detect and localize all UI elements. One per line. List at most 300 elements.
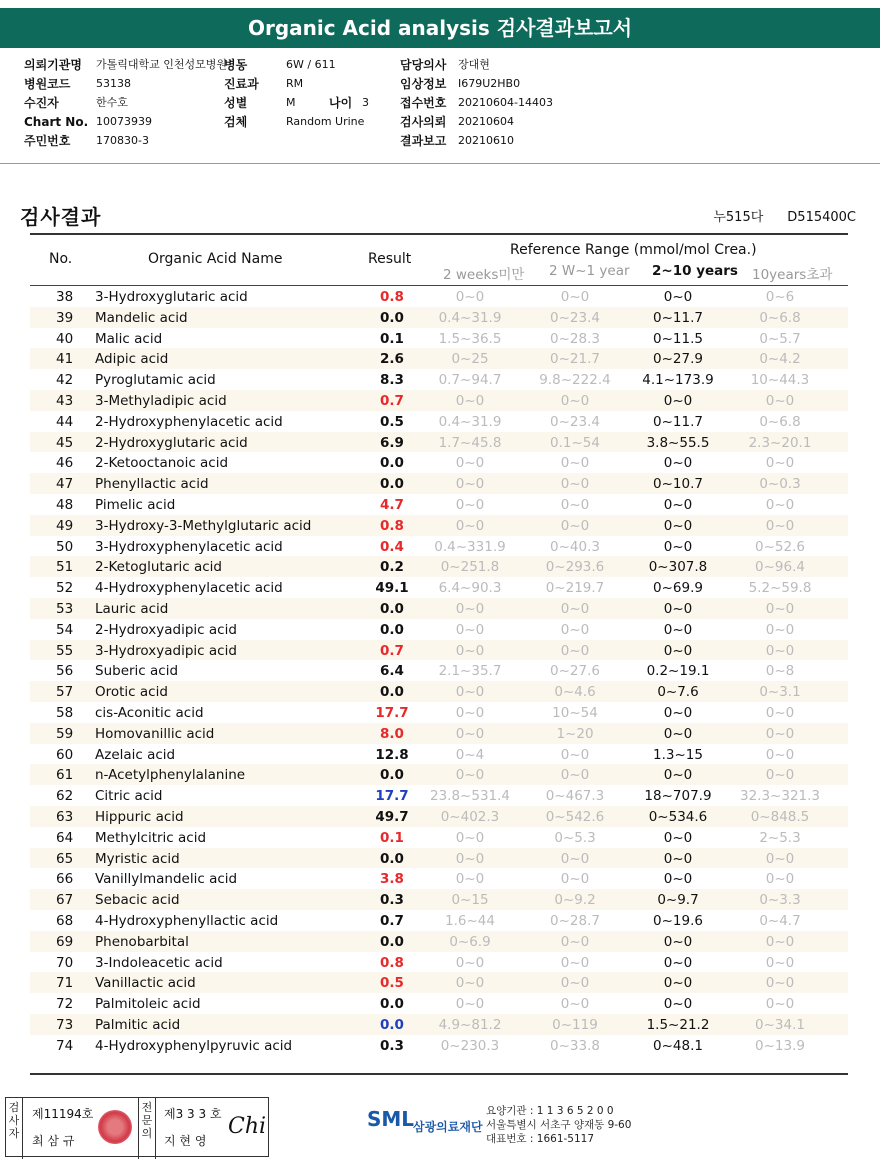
report-codes: [689, 206, 856, 225]
row-no: 60: [56, 746, 74, 763]
row-no: 42: [56, 372, 74, 389]
row-range-10years: 0~6: [765, 289, 795, 305]
row-range-2-10years: 0~0: [663, 829, 693, 846]
row-name: Methylcitric acid: [95, 829, 207, 846]
row-range-2-10years: 0~7.6: [657, 684, 699, 701]
row-no: 73: [56, 1016, 74, 1033]
table-row: [30, 556, 848, 577]
row-range-1year: 10~54: [552, 704, 598, 721]
table-row: [30, 993, 848, 1014]
row-name: 2-Ketooctanoic acid: [95, 455, 229, 472]
table-row: [30, 598, 848, 619]
results-table: [30, 233, 848, 1055]
row-result: 0.3: [380, 892, 404, 909]
row-range-2-10years: 0~10.7: [653, 476, 703, 493]
info-label: 주민번호: [24, 134, 71, 148]
row-range-10years: 0~0: [765, 767, 795, 784]
row-result: 0.0: [380, 850, 404, 867]
table-row: [30, 806, 848, 827]
row-range-1year: 0~0: [560, 476, 590, 493]
row-no: 62: [56, 788, 74, 805]
row-name: Lauric acid: [95, 600, 169, 617]
info-value: 장대현: [458, 58, 490, 71]
row-result: 8.3: [380, 372, 404, 389]
row-range-2weeks: 0~0: [455, 996, 485, 1013]
row-result: 12.8: [375, 746, 409, 763]
row-result: 17.7: [375, 704, 409, 721]
table-row: [30, 827, 848, 848]
row-name: 2-Ketoglutaric acid: [95, 559, 222, 576]
row-no: 59: [56, 725, 74, 742]
row-range-2weeks: 0~0: [455, 850, 485, 867]
row-range-2-10years: 18~707.9: [644, 788, 712, 805]
row-range-2-10years: 4.1~173.9: [642, 372, 714, 389]
row-range-1year: 0~293.6: [545, 559, 605, 576]
row-range-1year: 0~23.4: [550, 413, 600, 430]
specialist-name: 지 현 영: [164, 1134, 207, 1148]
row-name: Azelaic acid: [95, 746, 176, 763]
row-range-2weeks: 0~230.3: [440, 1037, 500, 1054]
table-row: [30, 972, 848, 993]
row-range-2-10years: 1.3~15: [653, 746, 703, 763]
table-row: [30, 868, 848, 889]
row-range-1year: 0~0: [560, 767, 590, 784]
row-range-2weeks: 0~0: [455, 289, 485, 305]
row-range-1year: 0~467.3: [545, 788, 605, 805]
row-no: 39: [56, 309, 74, 326]
info-label: 진료과: [224, 77, 259, 91]
row-range-2-10years: 0~48.1: [653, 1037, 703, 1054]
row-name: Pyroglutamic acid: [95, 372, 216, 389]
row-range-2-10years: 0~0: [663, 996, 693, 1013]
row-range-2-10years: 0~0: [663, 954, 693, 971]
row-no: 48: [56, 496, 74, 513]
col-r4: 10years초과: [752, 267, 833, 283]
row-range-10years: 2~5.3: [759, 829, 801, 846]
row-range-2-10years: 1.5~21.2: [646, 1016, 710, 1033]
seal-icon: [98, 1110, 132, 1144]
col-r1: 2 weeks미만: [443, 267, 525, 283]
row-range-2weeks: 0~25: [451, 351, 489, 368]
col-r3: 2~10 years: [652, 263, 738, 279]
row-result: 0.0: [380, 455, 404, 472]
row-range-1year: 0~0: [560, 496, 590, 513]
row-range-10years: 2.3~20.1: [748, 434, 812, 451]
row-range-2weeks: 1.6~44: [445, 912, 495, 929]
row-no: 49: [56, 517, 74, 534]
row-range-10years: 0~0: [765, 871, 795, 888]
col-no: No.: [49, 251, 73, 267]
row-range-2weeks: 1.5~36.5: [438, 330, 502, 347]
row-name: Adipic acid: [95, 351, 169, 368]
tester-no: 제11194호: [32, 1107, 94, 1121]
table-row: [30, 952, 848, 973]
row-range-10years: 0~0: [765, 704, 795, 721]
row-range-10years: 0~848.5: [750, 808, 810, 825]
row-range-2weeks: 0~0: [455, 621, 485, 638]
row-range-2-10years: 0~0: [663, 975, 693, 992]
row-no: 68: [56, 912, 74, 929]
row-range-10years: 0~0: [765, 954, 795, 971]
row-name: Sebacic acid: [95, 892, 180, 909]
row-range-10years: 0~0: [765, 600, 795, 617]
row-range-1year: 0~33.8: [550, 1037, 600, 1054]
info-label: 임상정보: [400, 77, 447, 91]
row-range-1year: 0~5.3: [554, 829, 596, 846]
row-result: 0.8: [380, 954, 404, 971]
row-result: 2.6: [380, 351, 404, 368]
row-range-2weeks: 0~0: [455, 517, 485, 534]
row-range-10years: 0~4.2: [759, 351, 801, 368]
table-header: [30, 235, 848, 286]
row-name: Phenobarbital: [95, 933, 189, 950]
row-no: 66: [56, 871, 74, 888]
table-row: [30, 473, 848, 494]
row-range-1year: 0~0: [560, 850, 590, 867]
col-range: Reference Range (mmol/mol Crea.): [510, 242, 757, 258]
row-result: 0.0: [380, 684, 404, 701]
row-range-2weeks: 0~0: [455, 600, 485, 617]
row-result: 0.0: [380, 476, 404, 493]
sml-logo: SML: [367, 1107, 415, 1131]
row-range-10years: 0~5.7: [759, 330, 801, 347]
row-name: 4-Hydroxyphenylacetic acid: [95, 580, 283, 597]
row-range-2weeks: 0~0: [455, 455, 485, 472]
row-range-2weeks: 0~0: [455, 642, 485, 659]
row-result: 49.7: [375, 808, 409, 825]
row-name: Hippuric acid: [95, 808, 184, 825]
row-result: 6.4: [380, 663, 404, 680]
row-range-2weeks: 0~15: [451, 892, 489, 909]
row-result: 17.7: [375, 788, 409, 805]
row-no: 38: [56, 289, 74, 305]
info-value: 6W / 611: [286, 58, 336, 71]
row-range-10years: 0~0: [765, 496, 795, 513]
row-name: Pimelic acid: [95, 496, 176, 513]
row-name: 3-Hydroxyadipic acid: [95, 642, 237, 659]
row-range-2-10years: 0~0: [663, 642, 693, 659]
info-value: 가톨릭대학교 인천성모병원: [96, 58, 228, 71]
row-result: 0.0: [380, 621, 404, 638]
col-r2: 2 W~1 year: [549, 263, 630, 279]
row-range-2-10years: 0~11.7: [653, 309, 703, 326]
row-range-10years: 0~96.4: [755, 559, 805, 576]
row-range-2weeks: 0~251.8: [440, 559, 500, 576]
row-range-10years: 0~6.8: [759, 309, 801, 326]
info-value: M: [286, 96, 296, 109]
row-range-2weeks: 0~0: [455, 392, 485, 409]
org-info: [486, 1104, 631, 1146]
table-row: [30, 848, 848, 869]
row-no: 54: [56, 621, 74, 638]
row-range-2weeks: 0~0: [455, 725, 485, 742]
row-name: Myristic acid: [95, 850, 180, 867]
row-range-1year: 0~0: [560, 746, 590, 763]
row-range-2-10years: 0~0: [663, 767, 693, 784]
table-row: [30, 328, 848, 349]
row-name: 3-Hydroxyphenylacetic acid: [95, 538, 283, 555]
row-range-2weeks: 0~0: [455, 975, 485, 992]
table-row: [30, 640, 848, 661]
row-range-2weeks: 23.8~531.4: [429, 788, 511, 805]
table-row: [30, 1014, 848, 1035]
row-result: 0.4: [380, 538, 404, 555]
row-range-2-10years: 0~69.9: [653, 580, 703, 597]
row-no: 43: [56, 392, 74, 409]
row-range-10years: 0~3.3: [759, 892, 801, 909]
row-range-1year: 0~0: [560, 289, 590, 305]
row-no: 44: [56, 413, 74, 430]
row-name: Vanillylmandelic acid: [95, 871, 238, 888]
table-row: [30, 348, 848, 369]
row-range-10years: 32.3~321.3: [739, 788, 821, 805]
row-no: 52: [56, 580, 74, 597]
row-no: 40: [56, 330, 74, 347]
row-range-2weeks: 6.4~90.3: [438, 580, 502, 597]
row-name: 2-Hydroxyphenylacetic acid: [95, 413, 283, 430]
table-row: [30, 1035, 848, 1056]
divider: [30, 1073, 848, 1075]
row-range-2weeks: 0~0: [455, 496, 485, 513]
row-range-1year: 0~4.6: [554, 684, 596, 701]
info-value: 20210604-14403: [458, 96, 553, 109]
row-range-2-10years: 0~0: [663, 392, 693, 409]
row-range-1year: 0~0: [560, 996, 590, 1013]
info-value: 170830-3: [96, 134, 149, 147]
row-range-1year: 0~0: [560, 600, 590, 617]
info-label: 병원코드: [24, 77, 71, 91]
row-range-10years: 0~0: [765, 746, 795, 763]
row-range-1year: 0~9.2: [554, 892, 596, 909]
row-no: 51: [56, 559, 74, 576]
info-label: 검체: [224, 115, 248, 129]
info-value: 20210610: [458, 134, 514, 147]
tester-label: 검사자: [6, 1098, 23, 1159]
row-no: 50: [56, 538, 74, 555]
row-result: 0.7: [380, 392, 404, 409]
col-result: Result: [368, 251, 412, 267]
row-no: 70: [56, 954, 74, 971]
table-row: [30, 432, 848, 453]
row-no: 71: [56, 975, 74, 992]
row-name: 3-Methyladipic acid: [95, 392, 227, 409]
row-name: n-Acetylphenylalanine: [95, 767, 246, 784]
row-range-10years: 10~44.3: [750, 372, 810, 389]
row-range-10years: 0~0: [765, 975, 795, 992]
row-range-2weeks: 0~402.3: [440, 808, 500, 825]
table-row: [30, 931, 848, 952]
table-row: [30, 307, 848, 328]
row-range-2-10years: 0~534.6: [648, 808, 708, 825]
row-name: cis-Aconitic acid: [95, 704, 204, 721]
row-result: 3.8: [380, 871, 404, 888]
info-label: 성별: [224, 96, 248, 110]
table-row: [30, 494, 848, 515]
age-value: 3: [362, 96, 369, 109]
row-no: 46: [56, 455, 74, 472]
row-range-2-10years: 0~19.6: [653, 912, 703, 929]
info-value: 한수호: [96, 96, 128, 109]
row-name: Citric acid: [95, 788, 163, 805]
table-row: [30, 515, 848, 536]
row-no: 74: [56, 1037, 74, 1054]
row-range-1year: 0~28.7: [550, 912, 600, 929]
row-range-10years: 0~8: [765, 663, 795, 680]
row-range-1year: 0~0: [560, 642, 590, 659]
table-row: [30, 390, 848, 411]
row-range-10years: 0~0.3: [759, 476, 801, 493]
row-name: 4-Hydroxyphenyllactic acid: [95, 912, 279, 929]
row-name: Vanillactic acid: [95, 975, 196, 992]
code-2: D515400C: [787, 210, 856, 225]
signature: Chi: [228, 1114, 267, 1139]
row-range-10years: 0~0: [765, 642, 795, 659]
info-label: 검사의뢰: [400, 115, 447, 129]
row-range-2-10years: 0~0: [663, 455, 693, 472]
info-label: Chart No.: [24, 115, 89, 129]
row-name: Malic acid: [95, 330, 163, 347]
info-value: 10073939: [96, 115, 152, 128]
row-no: 63: [56, 808, 74, 825]
row-result: 8.0: [380, 725, 404, 742]
table-row: [30, 577, 848, 598]
row-range-2-10years: 0~0: [663, 621, 693, 638]
row-no: 55: [56, 642, 74, 659]
row-range-2weeks: 0~0: [455, 829, 485, 846]
row-name: Homovanillic acid: [95, 725, 215, 742]
row-range-2weeks: 0.4~31.9: [438, 309, 502, 326]
row-range-2weeks: 1.7~45.8: [438, 434, 502, 451]
row-range-10years: 0~0: [765, 392, 795, 409]
row-range-2-10years: 0~0: [663, 289, 693, 305]
table-row: [30, 619, 848, 640]
row-result: 0.0: [380, 996, 404, 1013]
row-range-1year: 0~0: [560, 392, 590, 409]
info-label: 병동: [224, 58, 248, 72]
row-result: 0.0: [380, 767, 404, 784]
row-range-10years: 0~0: [765, 621, 795, 638]
table-row: [30, 910, 848, 931]
row-range-10years: 0~0: [765, 933, 795, 950]
table-row: [30, 536, 848, 557]
row-name: Palmitic acid: [95, 1016, 181, 1033]
row-range-2-10years: 0~0: [663, 600, 693, 617]
row-range-2-10years: 0~0: [663, 704, 693, 721]
row-range-10years: 0~4.7: [759, 912, 801, 929]
row-range-2-10years: 0~0: [663, 871, 693, 888]
row-range-10years: 0~0: [765, 996, 795, 1013]
signature-box: [5, 1097, 269, 1157]
row-range-1year: 0~0: [560, 455, 590, 472]
row-result: 0.1: [380, 330, 404, 347]
row-range-2weeks: 2.1~35.7: [438, 663, 502, 680]
row-range-2weeks: 0~0: [455, 684, 485, 701]
row-range-2-10years: 0~0: [663, 538, 693, 555]
info-value: I679U2HB0: [458, 77, 521, 90]
row-result: 0.2: [380, 559, 404, 576]
table-row: [30, 764, 848, 785]
tester-name: 최 삼 규: [32, 1134, 75, 1148]
row-no: 72: [56, 996, 74, 1013]
row-range-2-10years: 0~9.7: [657, 892, 699, 909]
row-name: 4-Hydroxyphenylpyruvic acid: [95, 1037, 293, 1054]
row-range-2weeks: 0~0: [455, 871, 485, 888]
row-range-2weeks: 0.7~94.7: [438, 372, 502, 389]
row-result: 0.0: [380, 1016, 404, 1033]
table-row: [30, 660, 848, 681]
row-range-2-10years: 0~0: [663, 725, 693, 742]
row-range-10years: 0~52.6: [755, 538, 805, 555]
row-result: 0.5: [380, 975, 404, 992]
row-range-2-10years: 0~307.8: [648, 559, 708, 576]
row-range-2-10years: 0~11.5: [653, 330, 703, 347]
row-name: 3-Hydroxy-3-Methylglutaric acid: [95, 517, 312, 534]
org-address: 서울특별시 서초구 양재동 9-60: [486, 1119, 632, 1131]
row-name: 2-Hydroxyglutaric acid: [95, 434, 248, 451]
age-label: 나이: [329, 96, 353, 110]
row-range-2weeks: 4.9~81.2: [438, 1016, 502, 1033]
row-range-10years: 0~0: [765, 725, 795, 742]
info-label: 담당의사: [400, 58, 447, 72]
row-no: 53: [56, 600, 74, 617]
info-value: RM: [286, 77, 304, 90]
row-range-1year: 0~0: [560, 517, 590, 534]
row-range-1year: 0~27.6: [550, 663, 600, 680]
row-no: 61: [56, 767, 74, 784]
row-range-1year: 0~542.6: [545, 808, 605, 825]
row-no: 47: [56, 476, 74, 493]
row-range-1year: 0~0: [560, 871, 590, 888]
row-result: 0.7: [380, 642, 404, 659]
row-result: 0.0: [380, 309, 404, 326]
info-label: 수진자: [24, 96, 59, 110]
code-1: 누515다: [713, 210, 764, 225]
row-no: 67: [56, 892, 74, 909]
row-name: Phenyllactic acid: [95, 476, 209, 493]
row-result: 0.1: [380, 829, 404, 846]
row-range-1year: 0~119: [552, 1016, 598, 1033]
row-name: Mandelic acid: [95, 309, 188, 326]
table-row: [30, 411, 848, 432]
row-range-1year: 0~219.7: [545, 580, 605, 597]
info-label: 의뢰기관명: [24, 58, 82, 72]
row-range-2weeks: 0~0: [455, 954, 485, 971]
row-range-2-10years: 0~27.9: [653, 351, 703, 368]
row-no: 65: [56, 850, 74, 867]
row-no: 58: [56, 704, 74, 721]
table-row: [30, 785, 848, 806]
row-range-10years: 5.2~59.8: [748, 580, 812, 597]
section-title: 검사결과: [20, 205, 102, 229]
row-name: 2-Hydroxyadipic acid: [95, 621, 237, 638]
row-range-1year: 0~23.4: [550, 309, 600, 326]
row-range-2-10years: 0~0: [663, 496, 693, 513]
row-result: 0.8: [380, 289, 404, 305]
row-range-10years: 0~0: [765, 517, 795, 534]
row-range-2-10years: 0~0: [663, 933, 693, 950]
row-range-1year: 0~0: [560, 933, 590, 950]
row-no: 64: [56, 829, 74, 846]
row-result: 0.5: [380, 413, 404, 430]
row-range-2weeks: 0~0: [455, 476, 485, 493]
table-row: [30, 681, 848, 702]
table-row: [30, 744, 848, 765]
org-code: 요양기관 : 1 1 3 6 5 2 0 0: [486, 1105, 614, 1117]
row-range-2-10years: 3.8~55.5: [646, 434, 710, 451]
row-range-2-10years: 0.2~19.1: [646, 663, 710, 680]
row-range-10years: 0~0: [765, 850, 795, 867]
row-range-10years: 0~34.1: [755, 1016, 805, 1033]
